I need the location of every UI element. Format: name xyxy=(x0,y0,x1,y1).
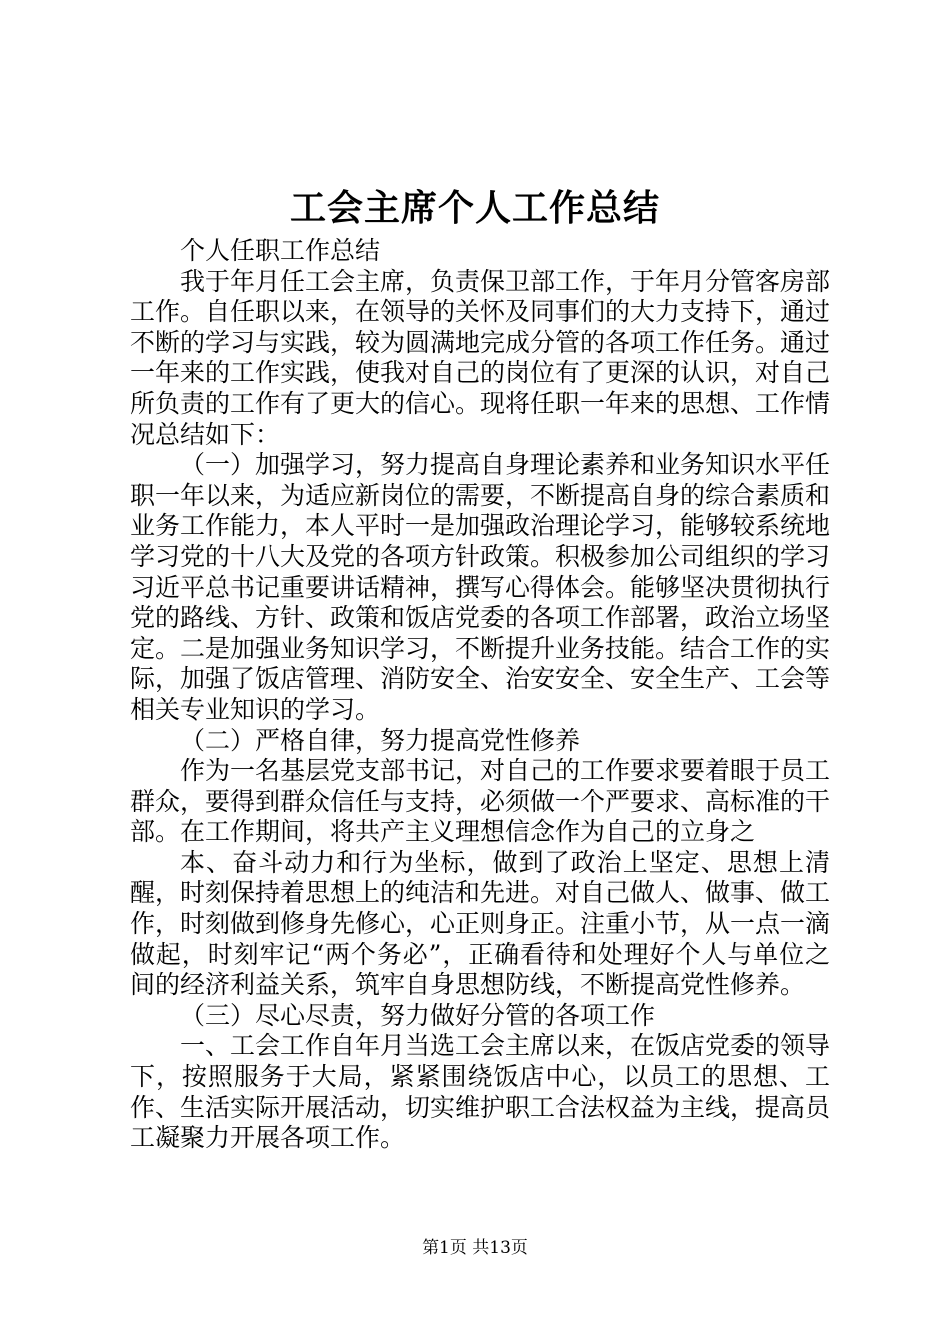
paragraph-section-2a: 作为一名基层党支部书记，对自己的工作要求要着眼于员工群众，要得到群众信任与支持，必须做一个严要求、高标准的干部。在工作期间，将共产主义理想信念作为自己的立身之 xyxy=(130,756,831,847)
document-body xyxy=(130,236,830,1154)
paragraph-section-1: （一）加强学习，努力提高自身理论素养和业务知识水平任职一年以来，为适应新岗位的需要，不断提高自身的综合素质和业务工作能力，本人平时一是加强政治理论学习，能够较系统地学习党的十八大及党的各项方针政策。积极参加公司组织的学习习近平总书记重要讲话精神，撰写心得体会。能够坚决贯彻执行党的路线、方针、政策和饭店党委的各项工作部署，政治立场坚定。二是加强业务知识学习，不断提升业务技能。结合工作的实际，加强了饭店管理、消防安全、治安安全、安全生产、工会等相关专业知识的学习。 xyxy=(130,450,831,724)
section-3-heading: （三）尽心尽责，努力做好分管的各项工作 xyxy=(180,1000,656,1030)
page-number-footer: 第1页 共13页 xyxy=(422,1238,528,1258)
paragraph-section-3: 一、工会工作自年月当选工会主席以来，在饭店党委的领导下，按照服务于大局，紧紧围绕饭店中心，以员工的思想、工作、生活实际开展活动，切实维护职工合法权益为主线，提高员工凝聚力开展各项工作。 xyxy=(130,1031,831,1153)
paragraph-heading: 个人任职工作总结 xyxy=(180,236,381,265)
section-2-heading: （二）严格自律，努力提高党性修养 xyxy=(180,725,581,755)
document-title: 工会主席个人工作总结 xyxy=(289,187,660,229)
paragraph-section-2b: 本、奋斗动力和行为坐标，做到了政治上坚定、思想上清醒，时刻保持着思想上的纯洁和先进。对自己做人、做事、做工作，时刻做到修身先修心，心正则身正。注重小节，从一点一滴做起，时刻牢记“两个务必”，正确看待和处理好个人与单位之间的经济利益关系，筑牢自身思想防线，不断提高党性修养。 xyxy=(130,847,831,1000)
paragraph-intro: 我于年月任工会主席，负责保卫部工作，于年月分管客房部工作。自任职以来，在领导的关怀及同事们的大力支持下，通过不断的学习与实践，较为圆满地完成分管的各项工作任务。通过一年来的工作实践，使我对自己的岗位有了更深的认识，对自己所负责的工作有了更大的信心。现将任职一年来的思想、工作情况总结如下： xyxy=(130,266,831,449)
